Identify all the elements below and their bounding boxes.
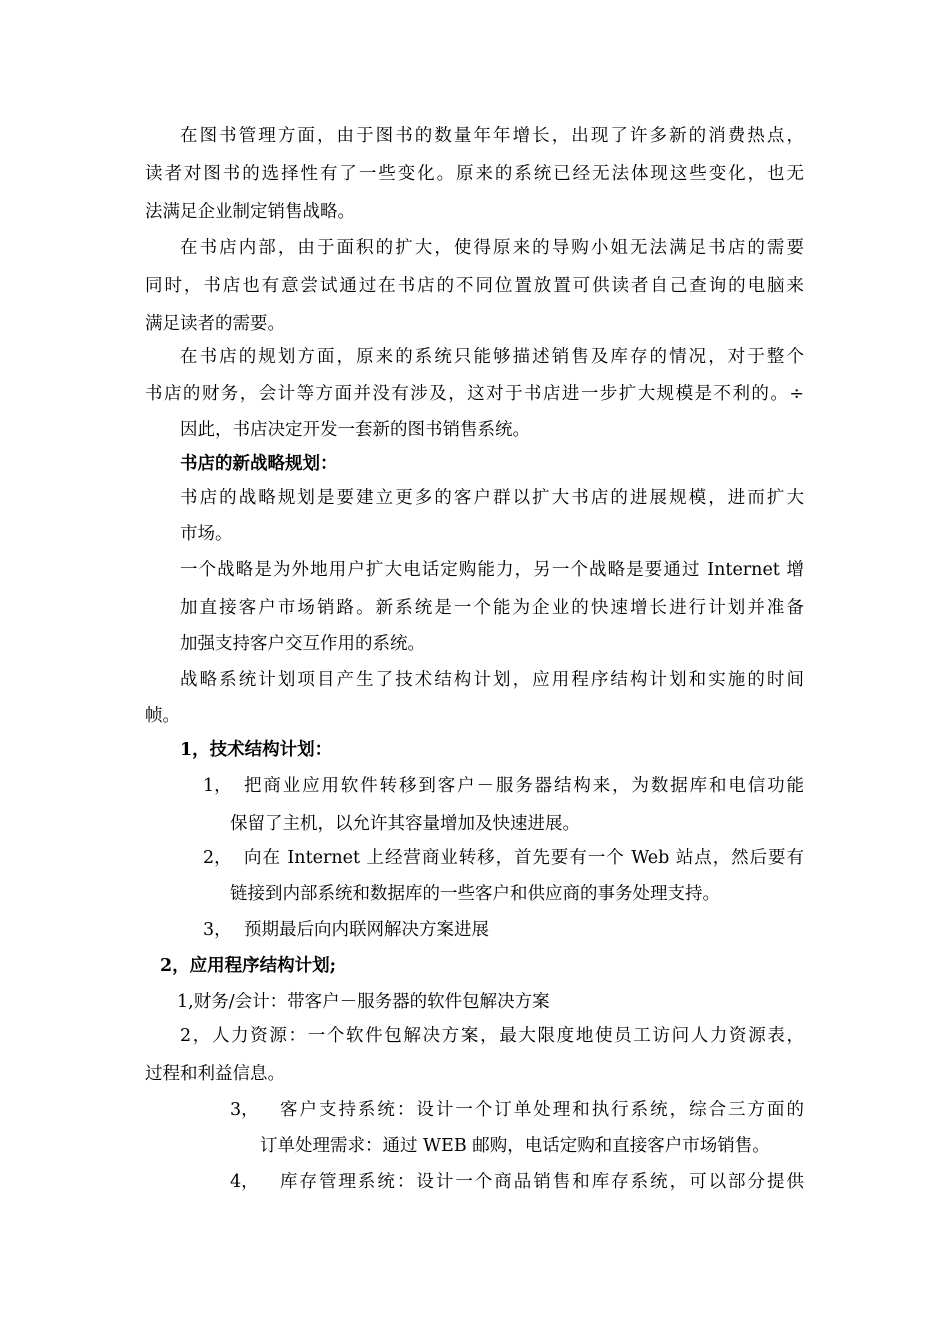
section-2-item-3-number: 3， (230, 1100, 259, 1120)
section-1-item-1-line-2: 保留了主机，以允许其容量增加及快速进展。 (230, 814, 580, 834)
paragraph-6-line-2: 加直接客户市场销路。新系统是一个能为企业的快速增长进行计划并准备 (180, 598, 804, 618)
paragraph-2-line-3: 满足读者的需要。 (145, 314, 285, 334)
paragraph-1-line-2: 读者对图书的选择性有了一些变化。原来的系统已经无法体现这些变化，也无 (145, 164, 804, 184)
section-1-heading: 1，技术结构计划： (180, 740, 333, 760)
paragraph-1-line-3: 法满足企业制定销售战略。 (145, 202, 355, 222)
section-2-item-3-line-1: 客户支持系统：设计一个订单处理和执行系统，综合三方面的 (280, 1100, 804, 1120)
section-2-heading: 2，应用程序结构计划; (160, 956, 337, 976)
paragraph-6-line-3: 加强支持客户交互作用的系统。 (180, 634, 425, 654)
paragraph-3-line-2: 书店的财务，会计等方面并没有涉及，这对于书店进一步扩大规模是不利的。÷ (145, 384, 804, 404)
paragraph-7-line-1: 战略系统计划项目产生了技术结构计划，应用程序结构计划和实施的时间 (180, 670, 804, 690)
section-1-item-1-line-1: 把商业应用软件转移到客户－服务器结构来，为数据库和电信功能 (244, 776, 804, 796)
section-1-item-2-line-1: 向在 Internet 上经营商业转移，首先要有一个 Web 站点，然后要有 (244, 848, 804, 868)
section-1-item-1-number: 1， (203, 776, 232, 796)
section-2-item-3-line-2: 订单处理需求：通过 WEB 邮购，电话定购和直接客户市场销售。 (260, 1136, 770, 1156)
paragraph-5-line-2: 市场。 (180, 524, 233, 544)
section-2-item-4-line-1: 库存管理系统：设计一个商品销售和库存系统，可以部分提供 (280, 1172, 804, 1192)
paragraph-3-line-1: 在书店的规划方面，原来的系统只能够描述销售及库存的情况，对于整个 (180, 347, 804, 367)
section-2-item-1: 1,财务/会计：带客户－服务器的软件包解决方案 (177, 992, 550, 1012)
strategy-heading: 书店的新战略规划： (180, 454, 338, 474)
section-2-item-2-line-1: 2，人力资源：一个软件包解决方案，最大限度地使员工访问人力资源表， (180, 1026, 804, 1046)
section-1-item-2-number: 2， (203, 848, 232, 868)
section-2-item-2-line-2: 过程和利益信息。 (145, 1064, 285, 1084)
section-1-item-3-line-1: 预期最后向内联网解决方案进展 (244, 920, 489, 940)
section-1-item-2-line-2: 链接到内部系统和数据库的一些客户和供应商的事务处理支持。 (230, 884, 720, 904)
paragraph-1-line-1: 在图书管理方面，由于图书的数量年年增长，出现了许多新的消费热点， (180, 126, 804, 146)
section-2-item-4-number: 4， (230, 1172, 259, 1192)
paragraph-2-line-2: 同时，书店也有意尝试通过在书店的不同位置放置可供读者自己查询的电脑来 (145, 276, 804, 296)
paragraph-7-line-2: 帧。 (145, 706, 180, 726)
paragraph-6-line-1: 一个战略是为外地用户扩大电话定购能力，另一个战略是要通过 Internet 增 (180, 560, 804, 580)
paragraph-4: 因此，书店决定开发一套新的图书销售系统。 (180, 420, 530, 440)
paragraph-5-line-1: 书店的战略规划是要建立更多的客户群以扩大书店的进展规模，进而扩大 (180, 488, 804, 508)
paragraph-2-line-1: 在书店内部，由于面积的扩大，使得原来的导购小姐无法满足书店的需要 (180, 238, 804, 258)
section-1-item-3-number: 3， (203, 920, 232, 940)
